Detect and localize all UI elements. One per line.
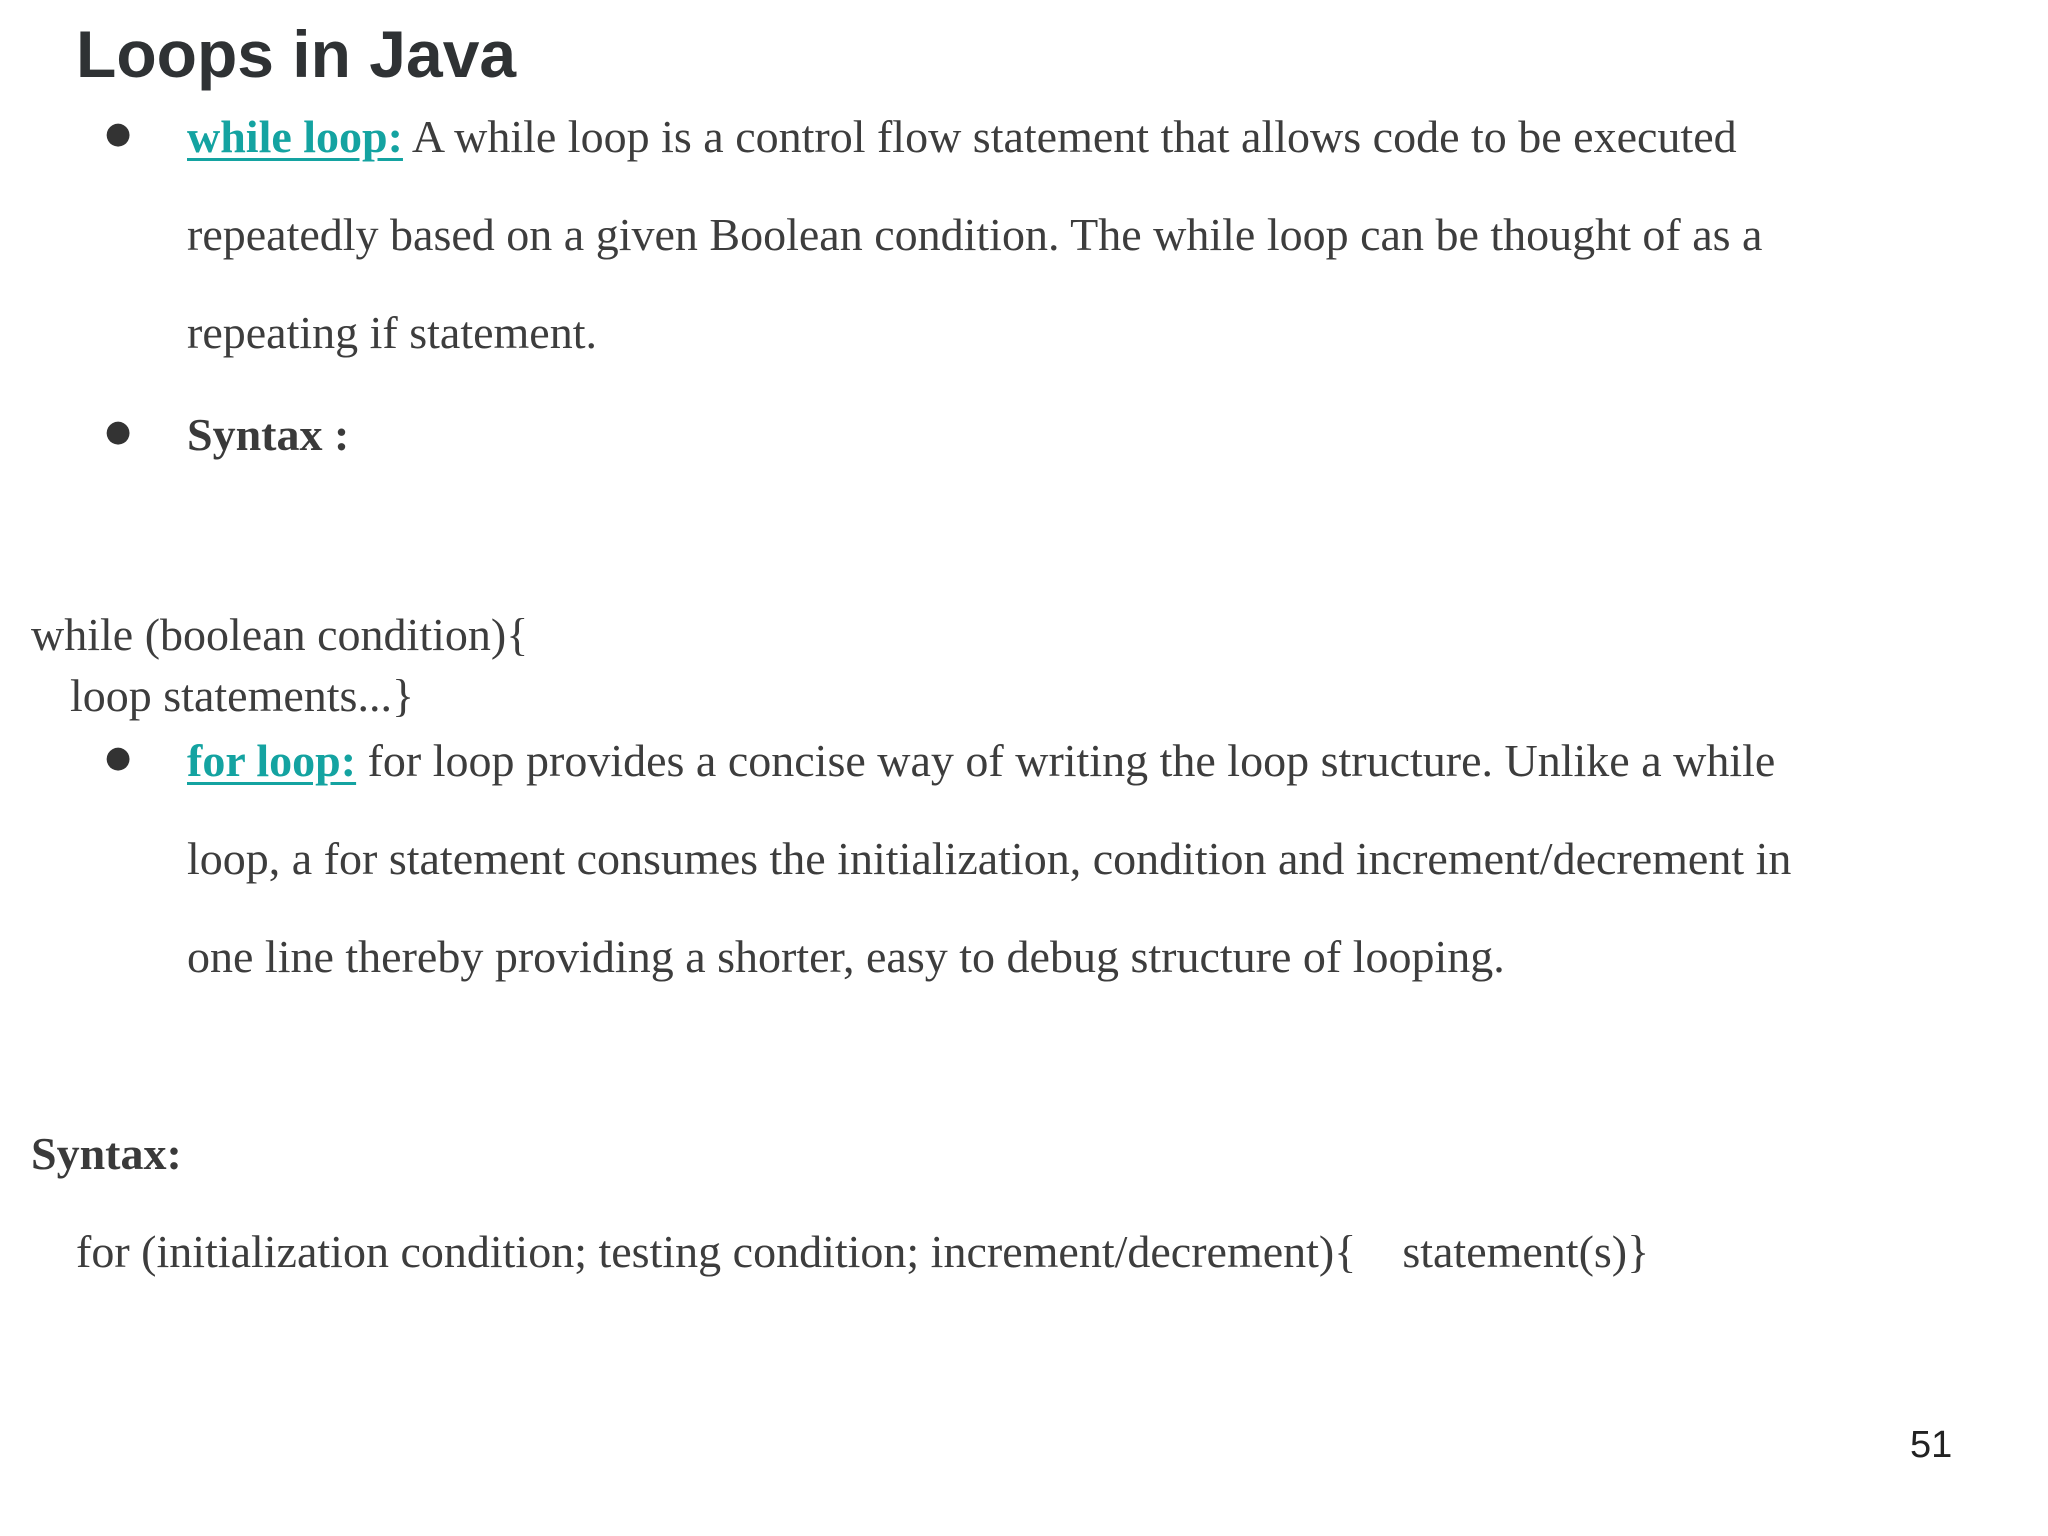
for-code-line: for (initialization condition; testing condition; increment/decrement){ statement(s)} xyxy=(76,1226,1650,1277)
while-loop-term: while loop: xyxy=(187,111,403,162)
bullet-icon: ● xyxy=(105,116,132,151)
for-loop-desc-1: for loop provides a concise way of writing the loop structure. Unlike a while xyxy=(356,735,1776,786)
while-loop-desc-1: A while loop is a control flow statement that allows code to be executed xyxy=(402,111,1737,162)
slide-title: Loops in Java xyxy=(76,17,517,91)
for-loop-line-1 xyxy=(187,731,1775,791)
syntax-label: Syntax : xyxy=(187,409,350,460)
while-code-line-1: while (boolean condition){ xyxy=(31,609,529,660)
page-number: 51 xyxy=(1910,1424,1953,1466)
bullet-icon: ● xyxy=(105,740,132,775)
while-loop-line-2: repeatedly based on a given Boolean condition. The while loop can be thought of as a xyxy=(187,209,1763,260)
while-code-line-2: loop statements...} xyxy=(70,670,415,721)
for-loop-line-3: one line thereby providing a shorter, easy to debug structure of looping. xyxy=(187,931,1505,982)
for-loop-line-2: loop, a for statement consumes the initialization, condition and increment/decrement in xyxy=(187,833,1792,884)
bullet-icon: ● xyxy=(105,414,132,449)
syntax-label-2: Syntax: xyxy=(31,1128,182,1179)
while-loop-line-1 xyxy=(187,107,1737,167)
for-loop-term: for loop: xyxy=(187,735,357,786)
while-loop-line-3: repeating if statement. xyxy=(187,307,598,358)
